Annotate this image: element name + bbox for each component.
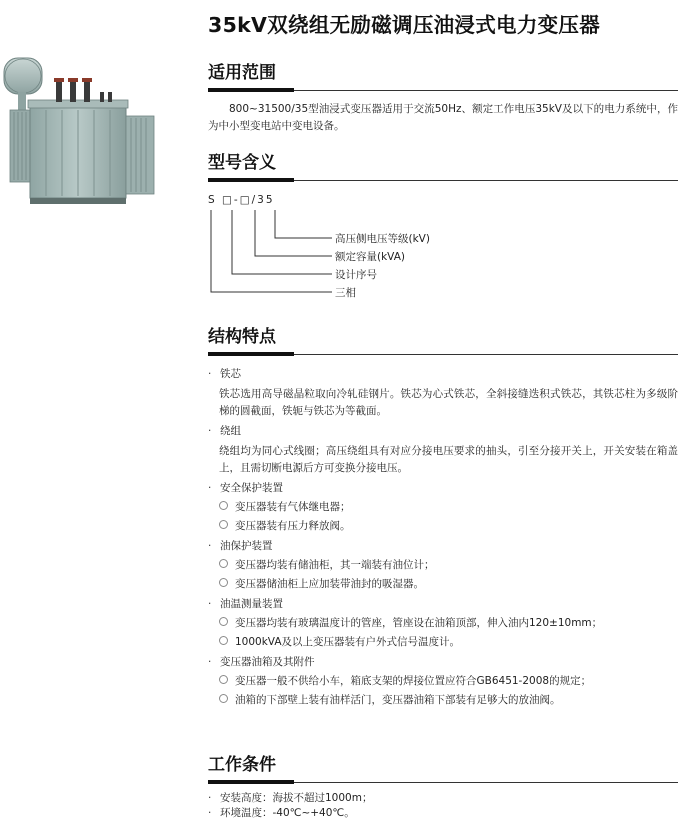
feature-subitem: 变压器一般不供给小车，箱底支架的焊接位置应符合GB6451-2008的规定； [208, 673, 678, 690]
feature-item: · 变压器油箱及其附件 [208, 654, 678, 671]
page-title: 35kV双绕组无励磁调压油浸式电力变压器 [208, 13, 601, 37]
label-voltage-class: 高压侧电压等级(kV) [335, 233, 430, 245]
scope-heading: 适用范围 [208, 63, 276, 83]
feature-item: · 安全保护装置 [208, 480, 678, 497]
feature-title: 变压器油箱及其附件 [220, 656, 315, 668]
condition-item: · 安装高度：海拔不超过1000m； [208, 792, 373, 804]
section-divider [208, 88, 678, 92]
feature-title: 油保护装置 [220, 540, 273, 552]
label-design-serial: 设计序号 [335, 269, 377, 281]
feature-subitem: 油箱的下部壁上装有油样活门，变压器油箱下部装有足够大的放油阀。 [208, 692, 678, 709]
transformer-image [0, 52, 200, 212]
feature-title: 绕组 [220, 425, 241, 437]
section-divider [208, 178, 678, 182]
condition-item: · 环境温度：-40℃~+40℃。 [208, 807, 355, 819]
feature-item: · 铁芯 [208, 366, 678, 383]
circle-bullet-icon [219, 675, 228, 684]
feature-item: · 油温测量装置 [208, 596, 678, 613]
circle-bullet-icon [219, 694, 228, 703]
label-three-phase: 三相 [335, 287, 356, 299]
feature-item: · 绕组 [208, 423, 678, 440]
features-heading: 结构特点 [208, 327, 276, 347]
feature-subitem: 1000kVA及以上变压器装有户外式信号温度计。 [208, 634, 678, 651]
feature-item: · 油保护装置 [208, 538, 678, 555]
model-heading: 型号含义 [208, 153, 276, 173]
circle-bullet-icon [219, 617, 228, 626]
feature-title: 安全保护装置 [220, 482, 283, 494]
model-code: S □-□/35 [208, 194, 275, 206]
conditions-heading: 工作条件 [208, 755, 276, 775]
scope-section [208, 62, 678, 135]
label-capacity: 额定容量(kVA) [335, 251, 405, 263]
feature-subitem: 变压器均装有储油柜，其一端装有油位计； [208, 557, 678, 574]
circle-bullet-icon [219, 636, 228, 645]
features-section [208, 326, 678, 709]
circle-bullet-icon [219, 520, 228, 529]
model-section [208, 152, 678, 304]
section-divider [208, 352, 678, 356]
feature-subitem: 变压器装有气体继电器； [208, 499, 678, 516]
feature-subitem: 变压器装有压力释放阀。 [208, 518, 678, 535]
feature-subitem: 变压器均装有玻璃温度计的管座，管座设在油箱顶部，伸入油内120±10mm； [208, 615, 678, 632]
features-list [208, 366, 678, 709]
circle-bullet-icon [219, 559, 228, 568]
feature-title: 铁芯 [220, 368, 241, 380]
feature-desc: 绕组均为同心式线圈；高压绕组具有对应分接电压要求的抽头，引至分接开关上，开关安装在箱盖上，且需切断电源后方可变换分接电压。 [219, 445, 678, 474]
model-diagram [208, 194, 678, 304]
conditions-list [208, 791, 678, 821]
feature-desc: 铁芯选用高导磁晶粒取向冷轧硅钢片。铁芯为心式铁芯，全斜接缝迭积式铁芯，其铁芯柱为多级阶梯的圆截面，铁轭与铁芯为等截面。 [219, 388, 678, 417]
feature-subitem: 变压器储油柜上应加装带油封的吸湿器。 [208, 576, 678, 593]
model-bracket-lines [208, 208, 338, 308]
scope-text: 800~31500/35型油浸式变压器适用于交流50Hz、额定工作电压35kV及以下的电力系统中，作为中小型变电站中变电设备。 [208, 103, 678, 132]
circle-bullet-icon [219, 501, 228, 510]
section-divider [208, 780, 678, 784]
conditions-section [208, 754, 678, 821]
circle-bullet-icon [219, 578, 228, 587]
feature-title: 油温测量装置 [220, 598, 283, 610]
